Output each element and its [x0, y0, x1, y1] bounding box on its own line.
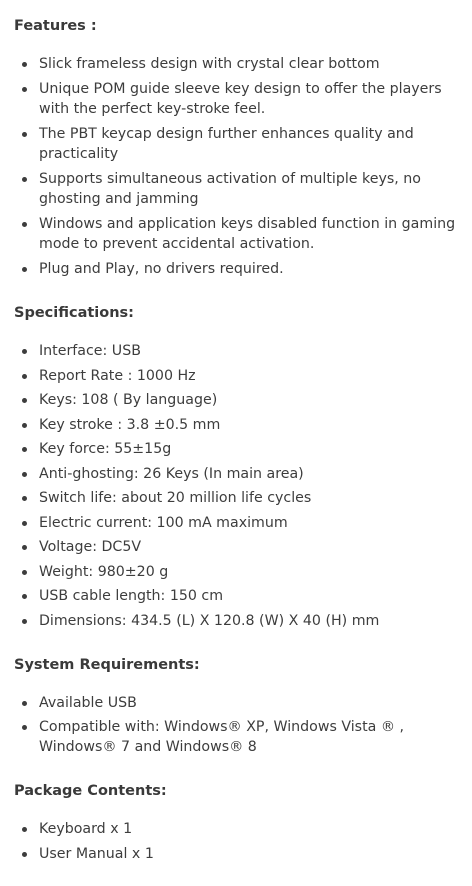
list-item [14, 844, 458, 864]
list-item [14, 562, 458, 582]
list-item [14, 819, 458, 839]
list-item [14, 415, 458, 435]
list-item-text: Supports simultaneous activation of multiple keys, no ghosting and jamming [39, 171, 421, 207]
package-contents-list [14, 819, 458, 864]
list-item-text: The PBT keycap design further enhances quality and practicality [39, 126, 414, 162]
list-item-text: Unique POM guide sleeve key design to offer the players with the perfect key-stroke feel. [39, 81, 442, 117]
bullet-icon [22, 701, 27, 706]
list-item-text: Report Rate : 1000 Hz [39, 367, 196, 384]
list-item-text: Windows and application keys disabled function in gaming mode to prevent accidental activation. [39, 216, 456, 252]
list-item [14, 464, 458, 484]
specifications-list [14, 341, 458, 631]
bullet-icon [22, 619, 27, 624]
list-item-text: Voltage: DC5V [39, 539, 142, 555]
bullet-icon [22, 521, 27, 526]
list-item [14, 537, 458, 557]
list-item [14, 693, 458, 713]
section-title-package-contents: Package Contents: [14, 783, 167, 799]
bullet-icon [22, 132, 27, 137]
list-item-text: Key stroke : 3.8 ±0.5 mm [39, 416, 221, 433]
list-item [14, 717, 458, 757]
bullet-icon [22, 398, 27, 403]
features-list [14, 54, 458, 279]
list-item-text: Interface: USB [39, 343, 141, 359]
list-item [14, 488, 458, 508]
list-item [14, 79, 458, 119]
bullet-icon [22, 87, 27, 92]
list-item [14, 259, 458, 279]
bullet-icon [22, 594, 27, 599]
list-item [14, 611, 458, 631]
list-item-text: User Manual x 1 [39, 845, 154, 862]
list-item-text: Keys: 108 ( By language) [39, 392, 218, 408]
bullet-icon [22, 177, 27, 182]
list-item-text: Electric current: 100 mA maximum [39, 514, 288, 531]
list-item-text: USB cable length: 150 cm [39, 588, 224, 604]
list-item-text: Compatible with: Windows® XP, Windows Vista ® , Windows® 7 and Windows® 8 [39, 719, 405, 755]
list-item-text: Anti-ghosting: 26 Keys (In main area) [39, 465, 304, 482]
features-section [14, 16, 458, 279]
list-item [14, 513, 458, 533]
bullet-icon [22, 447, 27, 452]
list-item-text: Key force: 55±15g [39, 441, 172, 457]
bullet-icon [22, 349, 27, 354]
list-item [14, 214, 458, 254]
bullet-icon [22, 267, 27, 272]
system-requirements-section [14, 655, 458, 758]
bullet-icon [22, 545, 27, 550]
system-requirements-list [14, 693, 458, 758]
list-item [14, 366, 458, 386]
section-title-specifications: Specifications: [14, 305, 134, 321]
list-item-text: Keyboard x 1 [39, 821, 133, 837]
list-item-text: Weight: 980±20 g [39, 563, 169, 580]
list-item [14, 390, 458, 410]
list-item [14, 124, 458, 164]
bullet-icon [22, 423, 27, 428]
bullet-icon [22, 570, 27, 575]
section-title-system-requirements: System Requirements: [14, 656, 200, 673]
section-title-features: Features : [14, 18, 97, 34]
bullet-icon [22, 827, 27, 832]
list-item [14, 54, 458, 74]
list-item-text: Plug and Play, no drivers required. [39, 261, 284, 277]
bullet-icon [22, 222, 27, 227]
bullet-icon [22, 472, 27, 477]
list-item-text: Switch life: about 20 million life cycles [39, 490, 312, 506]
bullet-icon [22, 62, 27, 67]
list-item-text: Slick frameless design with crystal clear bottom [39, 56, 380, 72]
list-item-text: Available USB [39, 694, 137, 711]
list-item [14, 439, 458, 459]
specifications-section [14, 303, 458, 631]
bullet-icon [22, 374, 27, 379]
list-item [14, 586, 458, 606]
package-contents-section [14, 781, 458, 864]
list-item [14, 169, 458, 209]
list-item [14, 341, 458, 361]
list-item-text: Dimensions: 434.5 (L) X 120.8 (W) X 40 (H) mm [39, 612, 380, 629]
bullet-icon [22, 852, 27, 857]
bullet-icon [22, 725, 27, 730]
bullet-icon [22, 496, 27, 501]
